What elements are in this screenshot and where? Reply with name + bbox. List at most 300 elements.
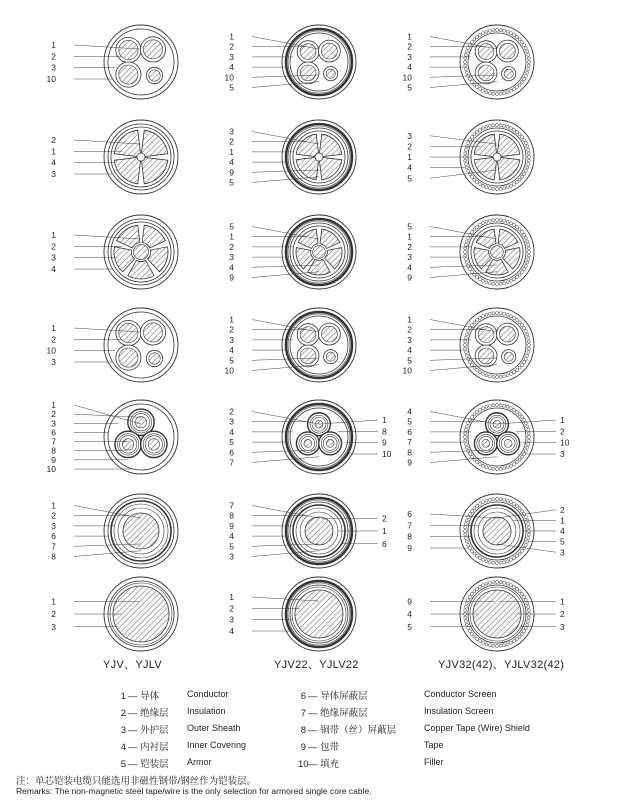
armor-wire <box>506 313 509 316</box>
armor-wire <box>526 166 529 169</box>
label-4: 4 <box>51 157 56 168</box>
single-conductor <box>123 513 159 549</box>
armor-wire <box>473 552 476 555</box>
armor-wire <box>496 219 499 222</box>
armor-wire <box>513 278 516 281</box>
legend-number: 5 <box>120 759 126 770</box>
armor-wire <box>488 124 491 127</box>
single-conductor <box>473 590 521 638</box>
label-3: 3 <box>560 449 565 459</box>
armor-wire <box>465 602 468 605</box>
legend-number: 2 <box>120 708 126 719</box>
armor-wire <box>496 468 499 471</box>
armor-wire <box>509 372 512 375</box>
cable-diagram-sector-4-1-1 <box>229 120 356 194</box>
armor-wire <box>513 557 516 560</box>
armor-wire <box>492 312 495 315</box>
cable-diagram-single-screened-2-5 <box>407 494 565 568</box>
label-3: 3 <box>560 621 565 632</box>
armor-wire <box>521 455 524 458</box>
armor-wire <box>485 220 488 223</box>
armor-wire <box>503 644 506 647</box>
armor-wire <box>523 418 526 421</box>
label-7: 7 <box>407 437 412 448</box>
label-3: 3 <box>229 551 234 562</box>
core-conductor <box>326 439 334 447</box>
label-2: 2 <box>560 609 565 619</box>
armor-wire <box>478 463 481 466</box>
armor-wire <box>464 258 467 261</box>
armor-wire <box>464 53 467 56</box>
armor-wire <box>518 552 521 555</box>
armor-wire <box>503 187 506 190</box>
outer-sheath-ring <box>104 25 178 99</box>
core-conductor <box>499 43 515 59</box>
caption-yjv22: YJV22、YJLV22 <box>274 659 359 671</box>
label-2: 2 <box>51 51 56 62</box>
cable-diagram-three-core-0-4 <box>47 400 178 474</box>
armor-wire <box>476 130 479 133</box>
label-1: 1 <box>51 323 56 333</box>
armor-wire <box>518 321 521 324</box>
label-1: 1 <box>51 40 56 50</box>
armor-wire <box>465 50 468 53</box>
armor-wire <box>464 344 467 347</box>
outer-sheath-ring <box>460 25 534 99</box>
armor-wire <box>523 78 526 81</box>
armor-wire <box>503 561 506 564</box>
cable-diagram-four-core-0-3 <box>47 308 178 382</box>
core-conductor <box>478 348 494 364</box>
armor-wire <box>496 188 499 191</box>
armor-wire <box>465 425 468 428</box>
armor-wire <box>465 623 468 626</box>
label-3: 3 <box>229 51 234 62</box>
armor-wire <box>485 186 488 189</box>
armor-wire <box>482 315 485 318</box>
armor-wire <box>527 620 530 623</box>
armor-wire <box>468 268 471 271</box>
label-5: 5 <box>229 355 234 366</box>
armor-wire <box>506 560 509 563</box>
armor-wire <box>464 605 467 608</box>
core-conductor <box>119 40 138 59</box>
armor-wire <box>524 330 527 333</box>
label-8: 8 <box>407 447 412 458</box>
armor-wire <box>470 175 473 178</box>
armor-wire <box>470 549 473 552</box>
armor-wire <box>518 273 521 276</box>
armor-wire <box>518 635 521 638</box>
legend-number: 7 <box>300 708 306 719</box>
armor-wire <box>492 561 495 564</box>
armor-wire <box>499 581 502 584</box>
cable-diagram-single-1-6 <box>229 577 356 651</box>
armor-wire <box>515 638 518 641</box>
armor-wire <box>467 142 470 145</box>
armor-wire <box>499 467 502 470</box>
armor-wire <box>492 498 495 501</box>
armor-wire <box>492 187 495 190</box>
armor-wire <box>470 593 473 596</box>
armor-wire <box>473 321 476 324</box>
armor-wire <box>523 595 526 598</box>
core-conductor <box>119 348 138 367</box>
armor-wire <box>473 635 476 638</box>
armor-wire <box>473 507 476 510</box>
cable-diagram-three-core-2-4 <box>407 400 569 474</box>
armor-wire <box>515 369 518 372</box>
label-3: 3 <box>229 614 234 625</box>
armor-wire <box>488 404 491 407</box>
armor-wire <box>515 130 518 133</box>
legend-chinese-term: — 铜带（丝）屏蔽层 <box>308 725 397 736</box>
label-2: 2 <box>229 324 234 335</box>
label-9: 9 <box>229 167 234 178</box>
armor-wire <box>515 86 518 89</box>
armor-wire <box>503 375 506 378</box>
armor-wire <box>464 336 467 339</box>
legend-english-term-8: Copper Tape (Wire) Shield <box>424 723 530 733</box>
armor-wire <box>492 29 495 32</box>
legend-chinese-term: — 铠装层 <box>128 759 169 770</box>
armor-wire <box>492 219 495 222</box>
armor-wire <box>527 340 530 343</box>
armor-wire <box>476 587 479 590</box>
legend-item-6 <box>298 688 368 702</box>
legend-chinese-term: — 填充 <box>308 759 340 770</box>
armor-wire <box>521 270 524 273</box>
armor-wire <box>476 86 479 89</box>
label-1: 1 <box>229 231 234 242</box>
label-9: 9 <box>407 596 412 607</box>
armor-wire <box>509 641 512 644</box>
label-6: 6 <box>229 447 234 458</box>
label-10: 10 <box>46 345 56 356</box>
label-9: 9 <box>51 454 56 465</box>
insulation-ring <box>471 131 523 183</box>
label-4: 4 <box>407 406 412 417</box>
armor-wire <box>482 464 485 467</box>
note-chinese: 注：单芯铠装电缆只能选用非磁性钢带/钢丝作为铠装层。 <box>16 776 257 787</box>
armor-wire <box>509 315 512 318</box>
cable-diagram-sector-5-0-2 <box>51 215 178 289</box>
legend-english-term-10: Filler <box>424 757 444 767</box>
armor-wire <box>476 35 479 38</box>
legend-item-7 <box>298 705 368 719</box>
label-3: 3 <box>51 418 56 429</box>
armor-wire <box>488 187 491 190</box>
legend-chinese-term: — 绝缘层 <box>128 708 169 719</box>
armor-wire <box>515 181 518 184</box>
label-2: 2 <box>51 510 56 521</box>
label-8: 8 <box>407 531 412 542</box>
label-9: 9 <box>407 457 412 468</box>
armor-wire <box>499 498 502 501</box>
cable-diagram-sector-4-0-1 <box>51 120 178 194</box>
armor-wire <box>521 80 524 83</box>
armor-wire <box>518 133 521 136</box>
armor-wire <box>470 270 473 273</box>
cable-diagram-four-core-0-0 <box>47 25 178 99</box>
armor-wire <box>506 466 509 469</box>
armor-wire <box>506 91 509 94</box>
armor-wire <box>465 540 468 543</box>
armor-wire <box>478 557 481 560</box>
armor-wire <box>482 584 485 587</box>
label-4: 4 <box>407 262 412 273</box>
armor-wire <box>485 313 488 316</box>
armor-wire <box>509 127 512 130</box>
armor-wire <box>503 312 506 315</box>
armor-wire <box>523 268 526 271</box>
armor-wire <box>476 181 479 184</box>
armor-wire <box>470 136 473 139</box>
armor-wire <box>506 374 509 377</box>
armor-wire <box>464 428 467 431</box>
armor-wire <box>482 279 485 282</box>
armor-wire <box>521 41 524 44</box>
armor-wire <box>527 163 530 166</box>
armor-wire <box>527 258 530 261</box>
legend-item-8 <box>298 722 396 736</box>
armor-wire <box>485 499 488 502</box>
label-2: 2 <box>407 141 412 152</box>
label-4: 4 <box>407 345 412 356</box>
label-3: 3 <box>407 334 412 345</box>
armor-wire <box>503 404 506 407</box>
armor-wire <box>527 351 530 354</box>
armor-wire <box>470 231 473 234</box>
legend-english-term-9: Tape <box>424 740 444 750</box>
armor-wire <box>465 261 468 264</box>
armor-wire <box>506 220 509 223</box>
armor-wire <box>478 640 481 643</box>
armor-wire <box>506 582 509 585</box>
armor-wire <box>482 32 485 35</box>
armor-wire <box>509 501 512 504</box>
armor-wire <box>485 30 488 33</box>
armor-wire <box>473 178 476 181</box>
label-4: 4 <box>407 162 412 173</box>
armor-wire <box>468 361 471 364</box>
label-2: 2 <box>382 513 387 524</box>
label-3: 3 <box>407 130 412 141</box>
label-7: 7 <box>51 541 56 552</box>
label-10: 10 <box>382 449 392 459</box>
label-5: 5 <box>407 621 412 632</box>
armor-wire <box>482 127 485 130</box>
armor-wire <box>488 92 491 95</box>
armor-wire <box>478 585 481 588</box>
label-3: 3 <box>560 547 565 558</box>
armor-wire <box>521 175 524 178</box>
armor-wire <box>478 183 481 186</box>
armor-wire <box>492 404 495 407</box>
core-conductor <box>119 65 138 84</box>
armor-wire <box>473 133 476 136</box>
core-conductor <box>143 323 162 342</box>
core-conductor <box>321 43 337 59</box>
armor-wire <box>482 558 485 561</box>
armor-wire <box>465 354 468 357</box>
armor-wire <box>527 616 530 619</box>
armor-wire <box>476 555 479 558</box>
label-2: 2 <box>51 241 56 252</box>
label-9: 9 <box>229 520 234 531</box>
label-1: 1 <box>229 31 234 42</box>
armor-wire <box>464 159 467 162</box>
armor-wire <box>470 324 473 327</box>
label-8: 8 <box>382 426 387 437</box>
label-5: 5 <box>229 541 234 552</box>
label-5: 5 <box>407 221 412 232</box>
caption-yjv: YJV、YJLV <box>103 659 163 671</box>
armor-wire <box>515 504 518 507</box>
neutral-core-conductor <box>149 70 160 81</box>
label-1: 1 <box>407 314 412 325</box>
label-10: 10 <box>46 464 56 474</box>
label-2: 2 <box>229 241 234 252</box>
armor-wire <box>465 240 468 243</box>
armor-wire <box>482 407 485 410</box>
insulation-ring <box>111 127 171 187</box>
note-english: Remarks: The non-magnetic steel tape/wire is the only selection for armored single core cable. <box>16 786 372 796</box>
armor-wire <box>527 152 530 155</box>
armor-wire <box>515 461 518 464</box>
armor-wire <box>515 35 518 38</box>
armor-wire <box>524 264 527 267</box>
armor-wire <box>488 375 491 378</box>
armor-wire <box>527 254 530 257</box>
armor-wire <box>464 251 467 254</box>
label-2: 2 <box>229 406 234 417</box>
label-2: 2 <box>51 135 56 145</box>
armor-wire <box>524 516 527 519</box>
armor-wire <box>518 590 521 593</box>
center-conductor <box>133 244 148 259</box>
armor-wire <box>492 375 495 378</box>
armor-wire <box>513 33 516 36</box>
armor-wire <box>518 507 521 510</box>
single-conductor <box>113 586 169 642</box>
label-5: 5 <box>407 355 412 366</box>
armor-wire <box>492 282 495 285</box>
armor-wire <box>464 340 467 343</box>
center-conductor <box>313 246 326 259</box>
legend-item-4 <box>118 739 169 753</box>
label-2: 2 <box>560 504 565 515</box>
armor-wire <box>467 47 470 50</box>
armor-wire <box>478 408 481 411</box>
armor-wire <box>518 83 521 86</box>
core-conductor <box>143 40 162 59</box>
armor-wire <box>527 336 530 339</box>
label-2: 2 <box>229 136 234 147</box>
armor-wire <box>478 128 481 131</box>
armor-wire <box>523 326 526 329</box>
armor-wire <box>470 632 473 635</box>
center-conductor <box>491 246 504 259</box>
armor-wire <box>492 124 495 127</box>
label-8: 8 <box>51 445 56 456</box>
label-5: 5 <box>407 82 412 93</box>
label-1: 1 <box>51 400 56 410</box>
armor-wire <box>468 547 471 550</box>
label-4: 4 <box>229 62 234 73</box>
label-10: 10 <box>402 72 412 83</box>
label-4: 4 <box>229 626 234 636</box>
armor-wire <box>528 251 531 254</box>
label-4: 4 <box>229 426 234 437</box>
armor-wire <box>527 159 530 162</box>
armor-wire <box>524 237 527 240</box>
armor-wire <box>464 522 467 525</box>
armor-wire <box>523 138 526 141</box>
cable-diagram-three-core-1-4 <box>229 400 391 474</box>
armor-wire <box>506 281 509 284</box>
armor-wire <box>518 178 521 181</box>
label-2: 2 <box>51 609 56 619</box>
armor-wire <box>527 526 530 529</box>
armor-wire <box>524 543 527 546</box>
armor-wire <box>485 643 488 646</box>
armor-wire <box>470 80 473 83</box>
label-10: 10 <box>560 437 570 448</box>
core-conductor <box>493 420 501 428</box>
armor-wire <box>488 644 491 647</box>
armor-wire <box>499 404 502 407</box>
legend-chinese-term: — 导体 <box>128 691 160 702</box>
legend-english-term-2: Insulation <box>187 706 226 716</box>
label-1: 1 <box>407 152 412 162</box>
label-6: 6 <box>51 531 56 542</box>
label-6: 6 <box>51 427 56 438</box>
armor-wire <box>464 439 467 442</box>
neutral-core-conductor <box>326 69 335 78</box>
neutral-core-conductor <box>504 352 513 361</box>
armor-wire <box>506 30 509 33</box>
armor-wire <box>465 333 468 336</box>
armor-wire <box>506 186 509 189</box>
armor-wire <box>492 644 495 647</box>
armor-wire <box>526 425 529 428</box>
legend-english-term-7: Insulation Screen <box>424 706 494 716</box>
armor-wire <box>503 124 506 127</box>
armor-wire <box>528 156 531 159</box>
legend-number: 9 <box>300 742 306 753</box>
armor-wire <box>526 602 529 605</box>
armor-wire <box>464 61 467 64</box>
armor-wire <box>527 432 530 435</box>
label-2: 2 <box>51 409 56 420</box>
armor-wire <box>478 316 481 319</box>
label-3: 3 <box>229 252 234 263</box>
armor-wire <box>499 312 502 315</box>
armor-wire <box>470 510 473 513</box>
label-7: 7 <box>407 520 412 531</box>
armor-wire <box>482 222 485 225</box>
armor-wire <box>496 124 499 127</box>
armor-wire <box>496 283 499 286</box>
armor-wire <box>496 404 499 407</box>
label-4: 4 <box>407 609 412 619</box>
single-conductor <box>295 590 343 638</box>
armor-wire <box>496 581 499 584</box>
armor-wire <box>464 254 467 257</box>
label-9: 9 <box>407 543 412 553</box>
cable-diagram-four-core-2-3 <box>403 308 534 382</box>
